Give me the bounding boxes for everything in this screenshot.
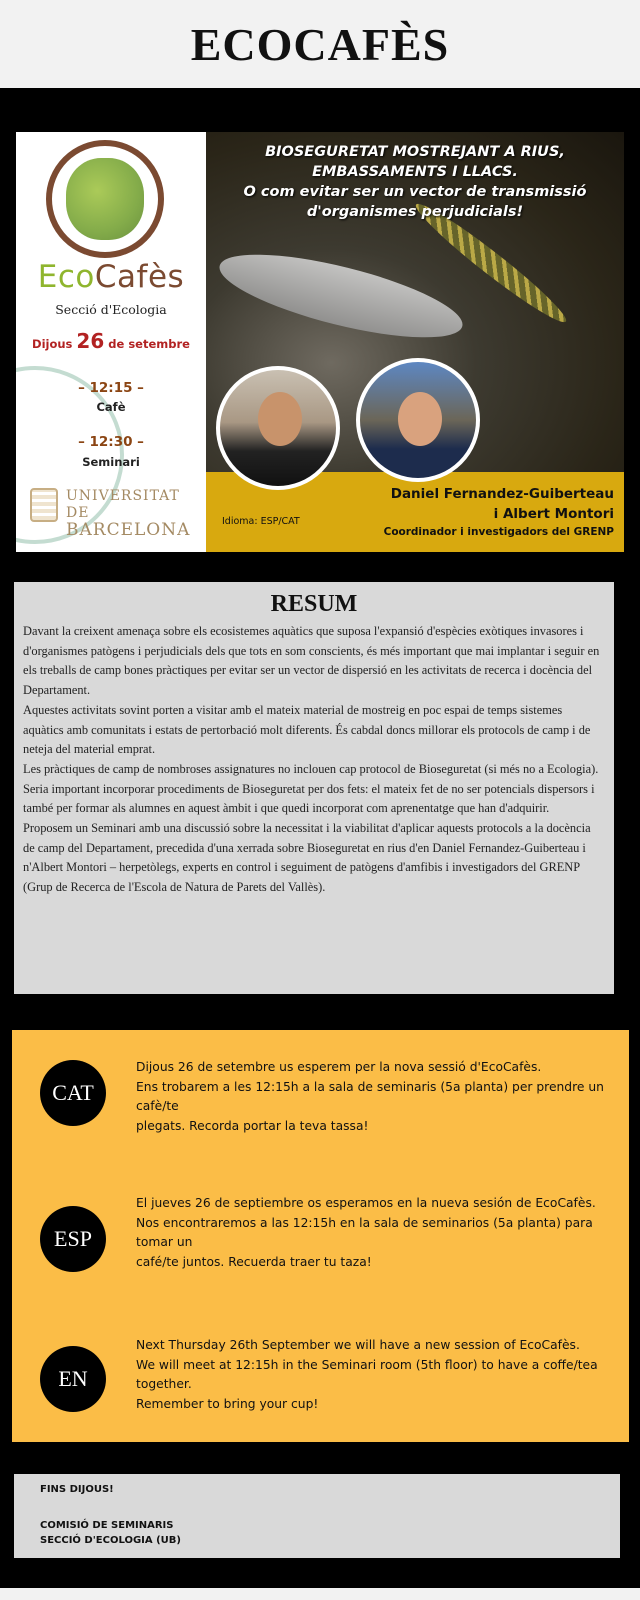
- logo-cafes: Cafès: [94, 259, 185, 295]
- logo-eco: Eco: [37, 259, 95, 295]
- speaker-line: i Albert Montori: [493, 506, 614, 522]
- summary-paragraph: Aquestes activitats sovint porten a visitar amb el mateix material de mostreig en poc espai de temps sistemes aquàtics amb comunitats i estats de pertorbació molt diferents. És cabdal doncs millorar els protocols de camp i de neteja del material emprat.: [23, 702, 591, 757]
- summary-title: RESUM: [270, 591, 358, 617]
- section-signature: SECCIÓ D'ECOLOGIA (UB): [40, 1535, 181, 1546]
- poster-title-line: d'organismes perjudicials!: [306, 204, 524, 220]
- lang-text-esp: [136, 1194, 616, 1272]
- poster-photo-panel: [206, 132, 624, 552]
- poster-title: [206, 142, 624, 222]
- lang-line: Ens trobarem a les 12:15h a la sala de seminaris (5a planta) per prendre un cafè/te: [136, 1079, 604, 1113]
- poster-title-line: BIOSEGURETAT MOSTREJANT A RIUS,: [265, 144, 565, 160]
- coordinator-note: Coordinador i investigadors del GRENP: [383, 526, 614, 538]
- lang-badge-cat: CAT: [40, 1060, 106, 1126]
- speaker-names: [391, 484, 614, 524]
- ecocafes-globe-logo-icon: [46, 140, 164, 258]
- section-name: Secció d'Ecologia: [55, 302, 167, 317]
- speaker-line: Daniel Fernandez-Guiberteau: [390, 486, 614, 502]
- university-seal-icon: [30, 488, 58, 522]
- page-header: [0, 0, 640, 88]
- language-info-box: [12, 1030, 629, 1442]
- university-line1: UNIVERSITAT DE: [66, 488, 180, 521]
- language-note: Idioma: ESP/CAT: [222, 516, 300, 527]
- globe-continents-icon: [66, 158, 144, 240]
- closing-line: FINS DIJOUS!: [40, 1484, 114, 1495]
- event-poster: [16, 132, 624, 552]
- committee-name: COMISIÓ DE SEMINARIS: [40, 1520, 174, 1531]
- lang-line: Dijous 26 de setembre us esperem per la nova sessió d'EcoCafès.: [136, 1060, 542, 1074]
- lang-line: El jueves 26 de septiembre os esperamos en la nueva sesión de EcoCafès.: [136, 1196, 596, 1210]
- time-seminari: – 12:30 –: [78, 434, 144, 450]
- poster-title-line: EMBASSAMENTS I LLACS.: [312, 164, 518, 180]
- event-date: [16, 329, 206, 353]
- page-title: ECOCAFÈS: [190, 18, 450, 70]
- poster-title-line: O com evitar ser un vector de transmissió: [243, 184, 587, 200]
- summary-paragraph: Proposem un Seminari amb una discussió sobre la necessitat i la viabilitat d'aplicar aquests protocols a la docència de camp del Departament, precedida d'una xerrada sobre Bioseguretat en rius d'en Daniel Fernandez-Guiberteau i n'Albert Montori – herpetòlegs, experts en control i seguiment de patògens d'amfibis i investigadors del GRENP (Grup de Recerca de l'Escola de Natura de Parets del Vallès).: [23, 821, 591, 895]
- lang-badge-en: EN: [40, 1346, 106, 1412]
- lang-text-en: [136, 1336, 616, 1414]
- lang-line: We will meet at 12:15h in the Seminari room (5th floor) to have a coffe/tea together.: [136, 1357, 598, 1391]
- ecocafes-logo-text: [16, 260, 206, 294]
- university-line2: BARCELONA: [66, 520, 191, 540]
- speaker-photo-daniel: [216, 366, 340, 490]
- date-day: 26: [76, 329, 105, 353]
- lang-line: plegats. Recorda portar la teva tassa!: [136, 1118, 369, 1133]
- bottom-strip: [0, 1588, 640, 1600]
- lang-badge-esp: ESP: [40, 1206, 106, 1272]
- poster-left-panel: [16, 132, 206, 552]
- date-suffix: de setembre: [108, 337, 190, 351]
- lang-line: Next Thursday 26th September we will have a new session of EcoCafès.: [136, 1338, 580, 1352]
- summary-box: [14, 582, 614, 994]
- date-prefix: Dijous: [32, 337, 73, 351]
- signature-box: [14, 1474, 620, 1558]
- fish-photo-icon: [213, 238, 470, 355]
- lang-text-cat: [136, 1058, 616, 1136]
- time-cafe: – 12:15 –: [78, 380, 144, 396]
- face-icon: [398, 392, 442, 446]
- university-name: [66, 488, 206, 539]
- face-icon: [258, 392, 302, 446]
- time-cafe-label: Cafè: [96, 400, 126, 414]
- time-seminari-label: Seminari: [82, 455, 140, 469]
- lang-line: Remember to bring your cup!: [136, 1396, 319, 1411]
- lang-line: Nos encontraremos a las 12:15h en la sala de seminarios (5a planta) para tomar un: [136, 1215, 593, 1249]
- summary-paragraph: Les pràctiques de camp de nombroses assignatures no inclouen cap protocol de Bioseguretat (si més no a Ecologia). Seria important incorporar procediments de Bioseguretat per dos fets: el mateix fet de no ser potencials dispersors i també per formar als alumnes en aquest àmbit i que quedi incorporat com aprenentatge que han d'adquirir.: [23, 761, 599, 816]
- summary-paragraph: Davant la creixent amenaça sobre els ecosistemes aquàtics que suposa l'expansió d'espècies exòtiques invasores i d'organismes patògens i perjudicials dels que tots en som conscients, és més important que mai implantar i seguir en els treballs de camp bones pràctiques per evitar ser un vector de dispersió en les activitats de recerca i docència del Departament.: [23, 624, 600, 698]
- speaker-photo-albert: [356, 358, 480, 482]
- lang-line: café/te juntos. Recuerda traer tu taza!: [136, 1254, 372, 1269]
